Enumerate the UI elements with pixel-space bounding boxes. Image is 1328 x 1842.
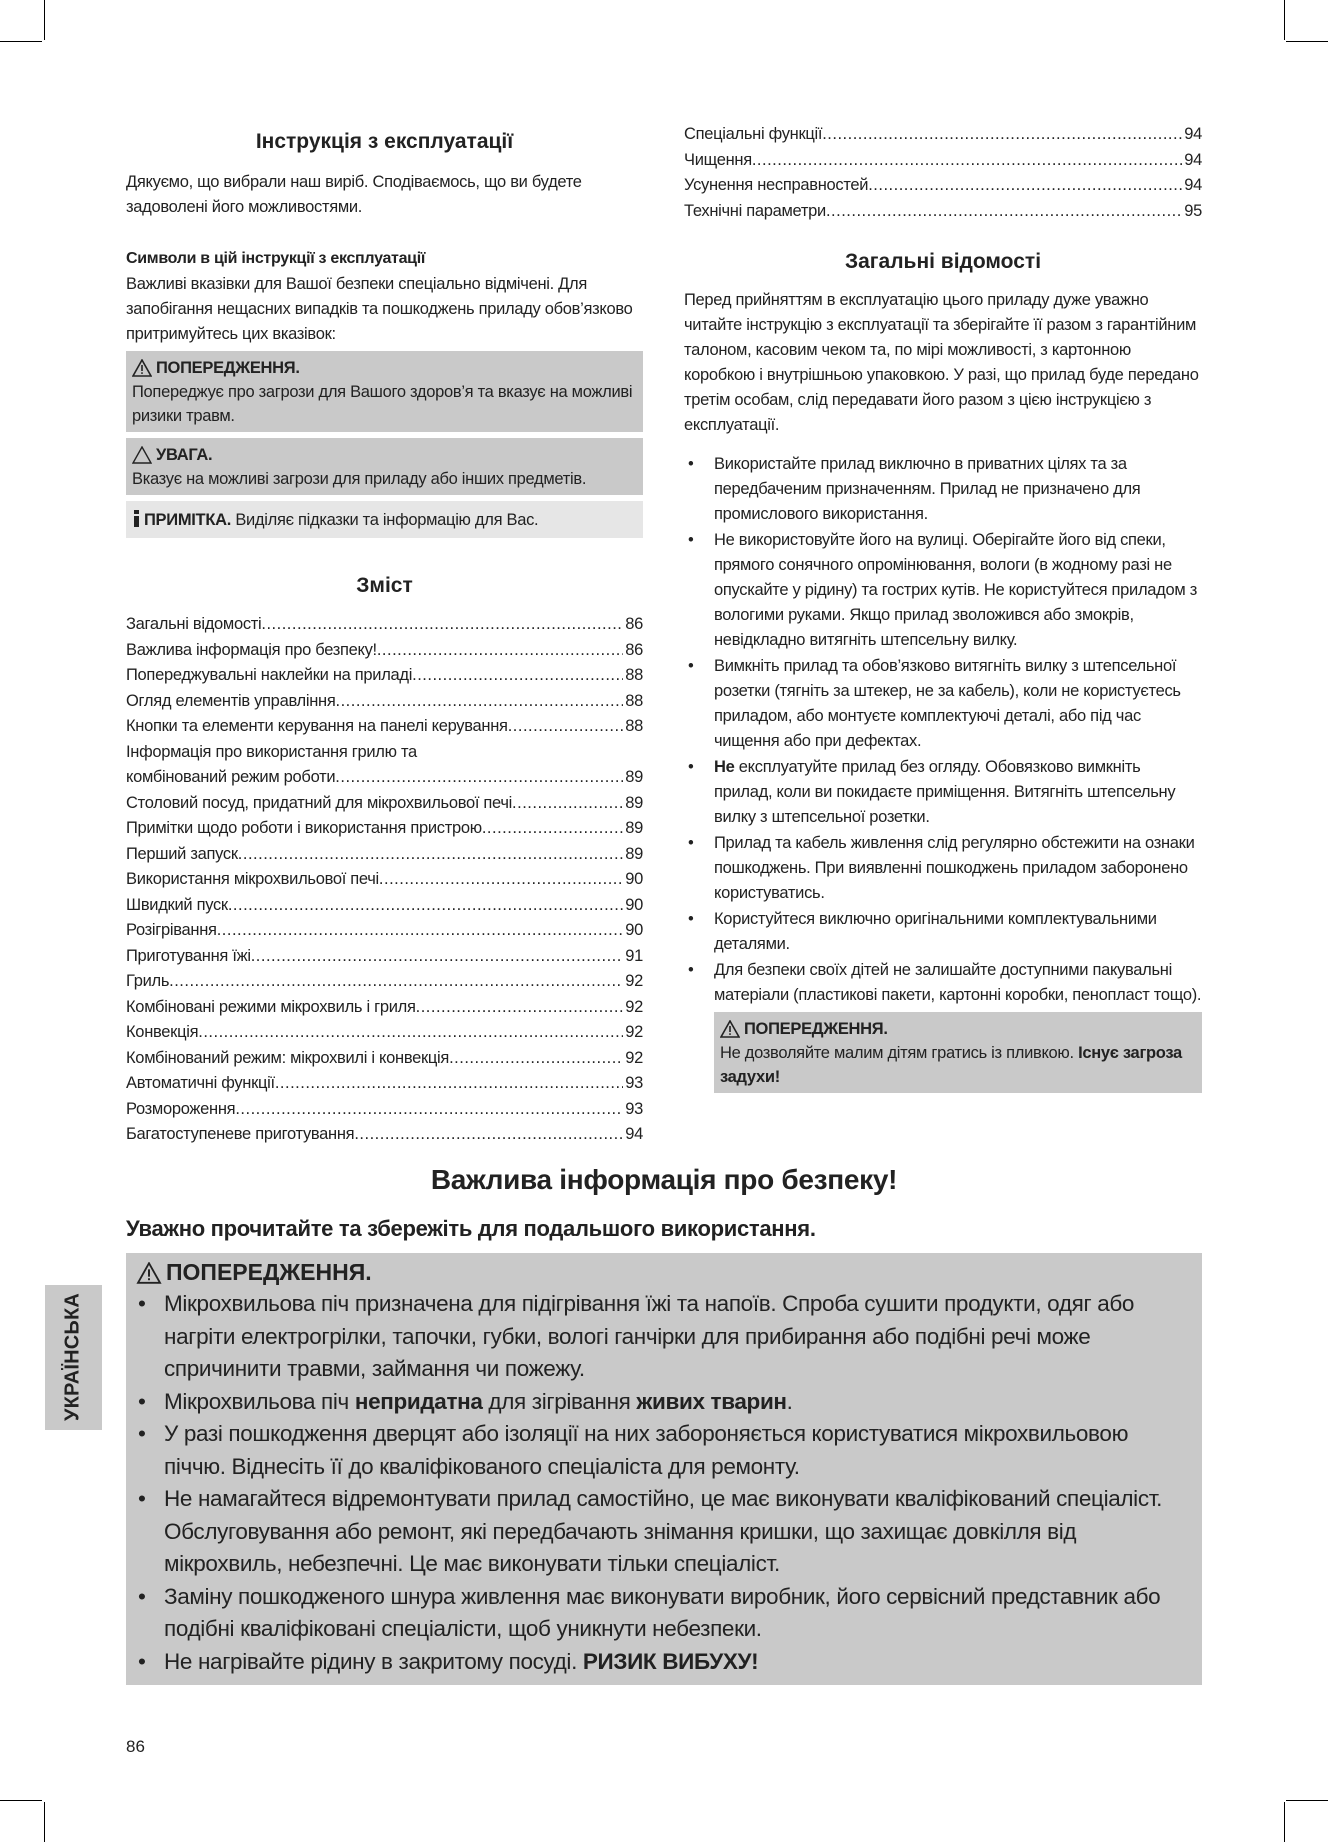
toc-entry-title: Швидкий пуск xyxy=(126,895,228,914)
toc-entry-title: Кнопки та елементи керування на панелі керування xyxy=(126,717,508,735)
toc-leader-dots xyxy=(512,791,623,817)
toc-entry-title: Перший запуск xyxy=(126,844,238,863)
toc-entry-page: 90 xyxy=(625,921,643,939)
toc-entry-page: 95 xyxy=(1184,201,1202,220)
toc-entry-page: 92 xyxy=(625,1048,643,1067)
toc-entry-title: Усунення несправностей xyxy=(684,176,869,194)
toc-entry xyxy=(126,612,643,638)
general-bullets xyxy=(684,452,1202,1008)
warning-title: ПОПЕРЕДЖЕННЯ. xyxy=(156,359,300,377)
list-item: • Мікрохвильова піч призначена для підігрівання їжі та напоїв. Спроба сушити продукти, одяг або нагріти електрогрілки, тапочки, губки, вологі ганчірки для прибирання або подібні речі може спричинити травми, займання чи пожежу. xyxy=(136,1288,1192,1386)
toc-entry-page: 89 xyxy=(625,844,643,863)
crop-mark xyxy=(1284,1802,1285,1842)
toc-leader-dots xyxy=(379,867,623,893)
right-column xyxy=(684,122,1202,1093)
toc-leader-dots xyxy=(335,689,623,715)
toc-entry-title: Комбіновані режими мікрохвиль і гриля xyxy=(126,997,416,1016)
note-title: ПРИМІТКА. xyxy=(144,511,232,529)
toc-leader-dots xyxy=(354,1122,623,1148)
crop-mark xyxy=(0,41,42,42)
warning-text: Попереджує про загрози для Вашого здоров’я та вказує на можливі ризики травм. xyxy=(132,383,633,425)
safety-subtitle: Уважно прочитайте та збережіть для подальшого використання. xyxy=(126,1216,816,1241)
toc-entry-page: 94 xyxy=(1184,176,1202,194)
toc-entry-page: 86 xyxy=(625,615,643,633)
toc-leader-dots xyxy=(235,1097,623,1123)
toc-entry-title: Автоматичні функції xyxy=(126,1074,275,1092)
toc-entry xyxy=(126,969,643,995)
toc-entry xyxy=(126,842,643,868)
list-item: • Вимкніть прилад та обов’язково витягніть вилку з штепсельної розетки (тягніть за штекер, не за кабель), коли не користуєтесь приладом, або монтуєте комплектуючі деталі, або під час чищення або при дефектах. xyxy=(684,654,1202,754)
toc-list-continued xyxy=(684,122,1202,224)
toc-entry-title: Розмороження xyxy=(126,1099,236,1118)
list-item: • Не намагайтеся відремонтувати прилад самостійно, це має виконувати кваліфікований спеціаліст. Обслуговування або ремонт, які передбачають знімання кришки, що захищає довкілля від мікрохвиль, небезпечні. Це має виконувати тільки спеціаліст. xyxy=(136,1483,1192,1581)
warning-triangle-icon xyxy=(132,359,152,377)
toc-entry xyxy=(126,995,643,1021)
safety-title: Важлива інформація про безпеку! xyxy=(430,1164,898,1195)
safety-bullets xyxy=(136,1288,1192,1678)
toc-entry xyxy=(126,791,643,817)
crop-mark xyxy=(0,1800,42,1801)
toc-entry-title: Попереджувальні наклейки на приладі xyxy=(126,666,413,684)
toc-entry-page: 88 xyxy=(625,717,643,735)
crop-mark xyxy=(1286,41,1328,42)
toc-leader-dots xyxy=(228,893,623,919)
toc-entry-page: 88 xyxy=(625,691,643,710)
toc-leader-dots xyxy=(826,199,1182,225)
toc-entry xyxy=(126,1071,643,1097)
toc-entry xyxy=(126,918,643,944)
warning-triangle-icon xyxy=(720,1020,740,1038)
toc-entry-page: 94 xyxy=(1184,125,1202,143)
children-warning-title: ПОПЕРЕДЖЕННЯ. xyxy=(744,1020,888,1038)
toc-entry-page: 90 xyxy=(625,870,643,888)
list-item: • У разі пошкодження дверцят або ізоляції на них забороняється користуватися мікрохвильовою піччю. Віднесіть її до кваліфікованого спеціаліста для ремонту. xyxy=(136,1418,1192,1483)
toc-leader-dots xyxy=(449,1046,623,1072)
toc-entry xyxy=(126,1097,643,1123)
toc-entry-page: 89 xyxy=(625,768,643,786)
list-item: • Прилад та кабель живлення слід регулярно обстежити на ознаки пошкоджень. При виявленні пошкоджень приладом заборонено користуватись. xyxy=(684,831,1202,906)
toc-entry-title: Чищення xyxy=(684,150,752,169)
left-column xyxy=(126,122,643,1148)
toc-entry xyxy=(684,173,1202,199)
list-item: • Не нагрівайте рідину в закритому посуді. РИЗИК ВИБУХУ! xyxy=(136,1646,1192,1679)
toc-entry-title: Використання мікрохвильової печі xyxy=(126,870,379,888)
info-icon xyxy=(132,510,142,527)
toc-entry xyxy=(126,1046,643,1072)
toc-entry-title: Гриль xyxy=(126,972,170,990)
toc-leader-dots xyxy=(868,173,1182,199)
warning-box xyxy=(126,351,643,432)
toc-entry xyxy=(684,148,1202,174)
toc-leader-dots xyxy=(377,638,623,664)
children-warning-box xyxy=(714,1012,1202,1093)
toc-entry xyxy=(684,122,1202,148)
toc-entry-title: Конвекція xyxy=(126,1023,199,1041)
toc-entry xyxy=(126,714,643,740)
toc-entry xyxy=(126,1020,643,1046)
toc-entry-title: Огляд елементів управління xyxy=(126,691,336,710)
list-item: • Користуйтеся виключно оригінальними комплектувальними деталями. xyxy=(684,907,1202,957)
toc-leader-dots xyxy=(335,765,623,791)
warning-triangle-icon xyxy=(136,1262,162,1284)
toc-list xyxy=(126,612,643,1148)
toc-leader-dots xyxy=(251,944,624,970)
toc-entry-page: 91 xyxy=(625,946,643,965)
safety-warning-box xyxy=(126,1253,1202,1685)
page-number: 86 xyxy=(126,1737,145,1756)
crop-mark xyxy=(1284,0,1285,40)
symbols-heading: Символи в цій інструкції з експлуатації xyxy=(126,250,426,267)
toc-entry-title: Столовий посуд, придатний для мікрохвильової печі xyxy=(126,793,513,812)
toc-entry-title: Важлива інформація про безпеку! xyxy=(126,640,377,659)
toc-leader-dots xyxy=(261,612,623,638)
toc-entry: Інформація про використання грилю та xyxy=(126,742,417,761)
toc-leader-dots xyxy=(508,714,624,740)
toc-entry-title: Спеціальні функції xyxy=(684,125,823,143)
list-item: • Не використовуйте його на вулиці. Оберігайте його від спеки, прямого сонячного опромінювання, вологи (в жодному разі не опускайте у рідину) та гострих кутів. Не користуйтеся приладом з вологими руками. Якщо прилад зволожився або змокрів, невідкладно витягніть штепсельну вилку. xyxy=(684,528,1202,653)
toc-entry xyxy=(126,944,643,970)
toc-leader-dots xyxy=(169,969,623,995)
toc-entry-page: 89 xyxy=(625,793,643,812)
crop-mark xyxy=(44,0,45,40)
safety-warning-title: ПОПЕРЕДЖЕННЯ. xyxy=(166,1259,372,1285)
toc-leader-dots xyxy=(412,663,623,689)
crop-mark xyxy=(44,1802,45,1842)
toc-leader-dots xyxy=(822,122,1182,148)
caution-triangle-icon xyxy=(132,446,152,464)
crop-mark xyxy=(1286,1800,1328,1801)
toc-entry-page: 90 xyxy=(625,895,643,914)
toc-entry xyxy=(126,816,643,842)
children-warning-text: Не дозволяйте малим дітям гратись із пливкою. Існує загроза задухи! xyxy=(720,1044,1182,1086)
toc-entry-title: Комбінований режим: мікрохвилі і конвекція xyxy=(126,1048,450,1067)
toc-entry-page: 93 xyxy=(625,1099,643,1118)
toc-leader-dots xyxy=(217,918,624,944)
toc-leader-dots xyxy=(238,842,623,868)
toc-entry-title: Приготування їжі xyxy=(126,946,251,965)
toc-entry xyxy=(126,893,643,919)
toc-leader-dots xyxy=(198,1020,623,1046)
caution-text: Вказує на можливі загрози для приладу або інших предметів. xyxy=(132,470,587,488)
toc-entry-page: 92 xyxy=(625,997,643,1016)
language-label: УКРАЇНСЬКА xyxy=(61,1292,84,1422)
toc-leader-dots xyxy=(275,1071,623,1097)
toc-entry-page: 89 xyxy=(625,819,643,837)
toc-entry-page: 94 xyxy=(625,1125,643,1143)
list-item: • Для безпеки своїх дітей не залишайте доступними пакувальні матеріали (пластикові пакети, картонні коробки, пенопласт тощо). xyxy=(684,958,1202,1008)
note-text: Виділяє підказки та інформацію для Вас. xyxy=(235,511,539,529)
toc-entry-title: комбінований режим роботи xyxy=(126,768,336,786)
toc-entry-title: Технічні параметри xyxy=(684,201,826,220)
toc-entry xyxy=(126,867,643,893)
list-item: • Мікрохвильова піч непридатна для зігрівання живих тварин. xyxy=(136,1386,1192,1419)
toc-title: Зміст xyxy=(356,574,413,597)
toc-entry-title: Загальні відомості xyxy=(126,615,262,633)
toc-entry xyxy=(126,638,643,664)
list-item: • Не експлуатуйте прилад без огляду. Обовязково вимкніть прилад, коли ви покидаєте приміщення. Витягніть штепсельну вилку з штепсельної розетки. xyxy=(684,755,1202,830)
toc-entry-title: Багатоступеневе приготування xyxy=(126,1125,355,1143)
toc-entry-page: 86 xyxy=(625,640,643,659)
toc-entry xyxy=(126,689,643,715)
toc-entry-page: 94 xyxy=(1184,150,1202,169)
general-text: Перед прийняттям в експлуатацію цього приладу дуже уважно читайте інструкцію з експлуатації та зберігайте її разом з гарантійним талоном, касовим чеком та, по мірі можливості, з картонною коробкою і внутрішньою упаковкою. У разі, що прилад буде передано третім особам, слід передавати його разом з цією інструкцією з експлуатації. xyxy=(684,291,1199,434)
toc-entry xyxy=(126,765,643,791)
toc-entry-page: 93 xyxy=(625,1074,643,1092)
note-box xyxy=(126,501,643,538)
list-item: • Використайте прилад виключно в приватних цілях та за передбаченим призначенням. Прилад не призначено для промислового використання. xyxy=(684,452,1202,527)
toc-leader-dots xyxy=(482,816,623,842)
instructions-title: Інструкція з експлуатації xyxy=(255,130,514,153)
general-title: Загальні відомості xyxy=(844,250,1042,273)
intro-text: Дякуємо, що вибрали наш виріб. Сподіваємось, що ви будете задоволені його можливостями. xyxy=(126,173,582,216)
toc-entry-page: 92 xyxy=(625,972,643,990)
caution-box xyxy=(126,438,643,495)
list-item: • Заміну пошкодженого шнура живлення має виконувати виробник, його сервісний представник або подібні кваліфіковані спеціалісти, щоб уникнути небезпеки. xyxy=(136,1581,1192,1646)
caution-title: УВАГА. xyxy=(156,446,213,464)
toc-entry xyxy=(684,199,1202,225)
toc-entry-page: 88 xyxy=(625,666,643,684)
symbols-text: Важливі вказівки для Вашої безпеки спеціально відмічені. Для запобігання нещасних випадків та пошкоджень приладу обов’язково притримуйтесь цих вказівок: xyxy=(126,275,633,343)
toc-entry xyxy=(126,663,643,689)
toc-leader-dots xyxy=(416,995,624,1021)
toc-entry-title: Примітки щодо роботи і використання пристрою xyxy=(126,819,482,837)
toc-entry-page: 92 xyxy=(625,1023,643,1041)
toc-entry-title: Розігрівання xyxy=(126,921,217,939)
toc-entry xyxy=(126,1122,643,1148)
toc-leader-dots xyxy=(752,148,1182,174)
